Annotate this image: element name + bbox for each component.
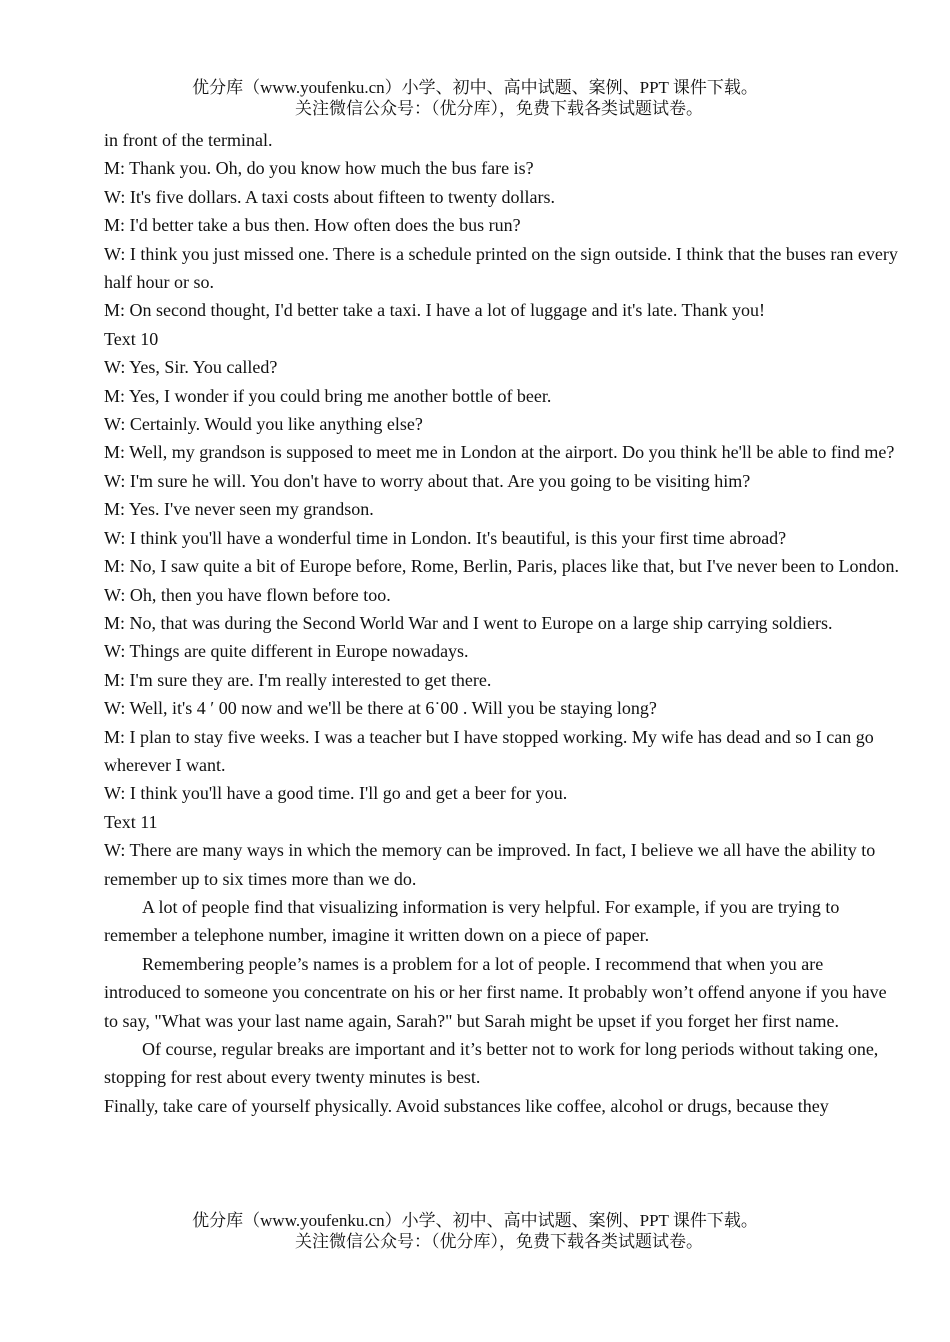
paragraph: W: Things are quite different in Europe nowadays.: [104, 641, 469, 662]
footer-line-2: 关注微信公众号：（优分库），免费下载各类试题试卷。: [295, 1232, 703, 1251]
paragraph: W: There are many ways in which the memory can be improved. In fact, I believe we all have the ability to remember up to six times more than we do.: [104, 840, 876, 889]
paragraph: M: No, I saw quite a bit of Europe before, Rome, Berlin, Paris, places like that, but I've never been to London.: [104, 556, 900, 577]
paragraph: A lot of people find that visualizing information is very helpful. For example, if you are trying to remember a telephone number, imagine it written down on a piece of paper.: [104, 896, 840, 946]
paragraph: M: Well, my grandson is supposed to meet me in London at the airport. Do you think he'll be able to find me?: [104, 442, 895, 463]
paragraph: Remembering people’s names is a problem for a lot of people. I recommend that when you are introduced to someone you concentrate on his or her first name. It probably won’t offend anyone if you have to say, "What was your last name again, Sarah?" but Sarah might be upset if you forget her first name.: [104, 953, 887, 1031]
paragraph: M: Yes, I wonder if you could bring me another bottle of beer.: [104, 385, 552, 406]
paragraph: W: I think you'll have a wonderful time in London. It's beautiful, is this your first time abroad?: [104, 527, 787, 548]
paragraph: Of course, regular breaks are important and it’s better not to work for long periods without taking one, stopping for rest about every twenty minutes is best.: [104, 1039, 879, 1088]
paragraph: W: It's five dollars. A taxi costs about fifteen to twenty dollars.: [104, 186, 555, 207]
paragraph: W: Certainly. Would you like anything else?: [104, 414, 423, 435]
paragraph: M: On second thought, I'd better take a taxi. I have a lot of luggage and it's late. Thank you!: [104, 300, 765, 321]
section-heading: Text 10: [104, 328, 159, 349]
page-footer: [0, 1210, 950, 1252]
paragraph: W: Oh, then you have flown before too.: [104, 584, 391, 605]
paragraph: W: Well, it's 4 ′ 00 now and we'll be there at 6˙00 . Will you be staying long?: [104, 698, 657, 719]
paragraph: M: No, that was during the Second World War and I went to Europe on a large ship carrying soldiers.: [104, 612, 833, 633]
paragraph: M: I'm sure they are. I'm really interested to get there.: [104, 669, 492, 690]
section-heading: Text 11: [104, 811, 158, 832]
footer-line-1: 优分库（www.youfenku.cn）小学、初中、高中试题、案例、PPT 课件下载。: [192, 1211, 758, 1230]
paragraph: M: Yes. I've never seen my grandson.: [104, 499, 374, 520]
paragraph: M: I plan to stay five weeks. I was a teacher but I have stopped working. My wife has dead and so I can go wherever I want.: [104, 726, 874, 775]
document-body: [104, 126, 900, 1120]
paragraph: Finally, take care of yourself physically. Avoid substances like coffee, alcohol or drugs, because they: [104, 1095, 829, 1116]
header-line-1: 优分库（www.youfenku.cn）小学、初中、高中试题、案例、PPT 课件下载。: [192, 78, 758, 97]
paragraph: W: I think you'll have a good time. I'll go and get a beer for you.: [104, 783, 568, 804]
paragraph: W: I think you just missed one. There is a schedule printed on the sign outside. I think that the buses ran every half hour or so.: [104, 243, 898, 293]
page-header: [0, 77, 950, 119]
paragraph: in front of the terminal.: [104, 130, 273, 150]
paragraph: M: I'd better take a bus then. How often does the bus run?: [104, 215, 521, 236]
paragraph: M: Thank you. Oh, do you know how much the bus fare is?: [104, 158, 534, 179]
paragraph: W: I'm sure he will. You don't have to worry about that. Are you going to be visiting him?: [104, 470, 751, 491]
header-line-2: 关注微信公众号：（优分库），免费下载各类试题试卷。: [295, 99, 703, 118]
paragraph: W: Yes, Sir. You called?: [104, 357, 278, 378]
